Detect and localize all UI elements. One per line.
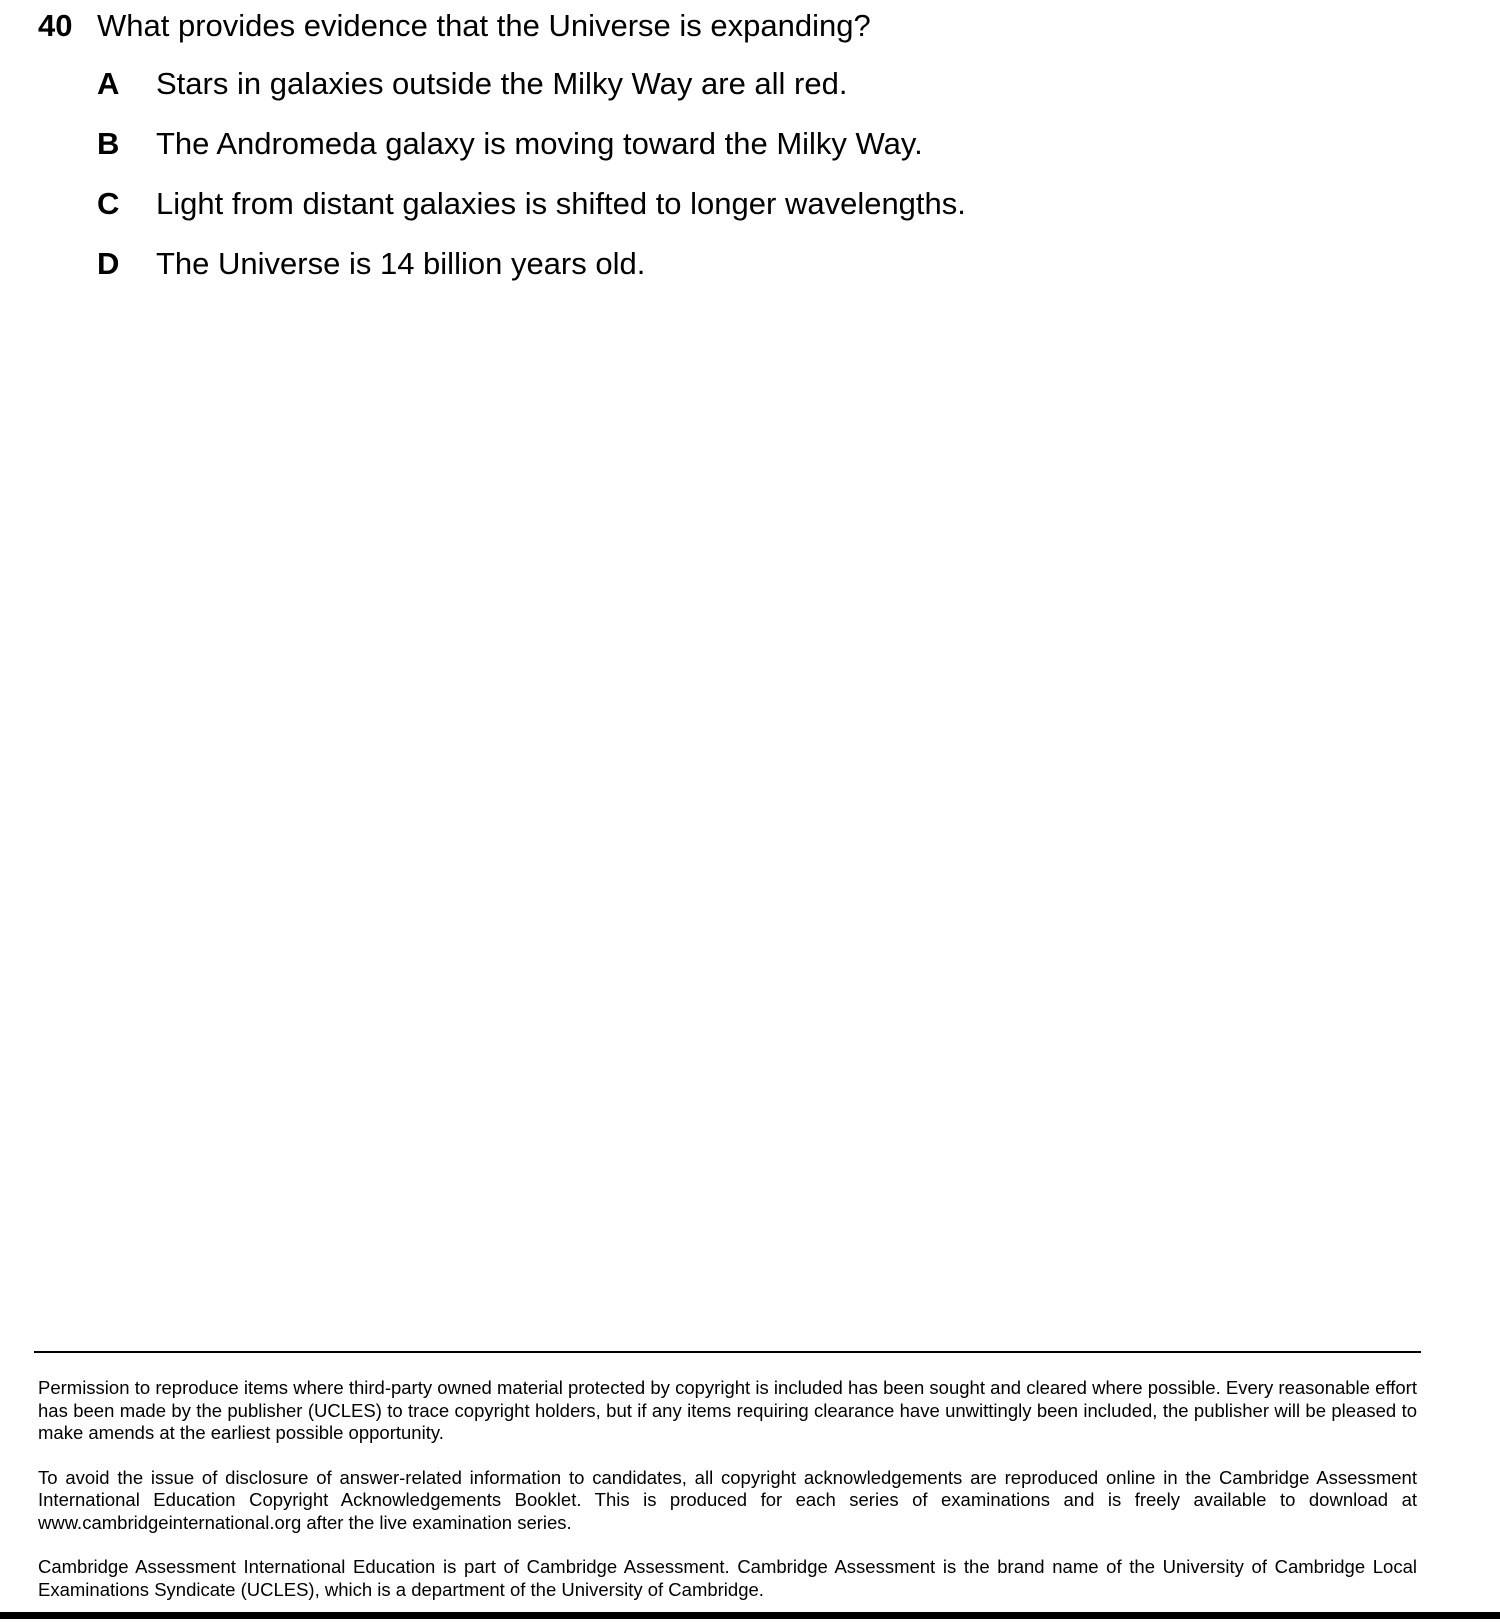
option-a[interactable] xyxy=(97,62,1438,122)
question-text: What provides evidence that the Universe is expanding? xyxy=(97,8,871,43)
question-block xyxy=(38,4,1438,302)
page-bottom-edge xyxy=(0,1612,1500,1619)
option-letter: A xyxy=(97,66,120,101)
option-text: Stars in galaxies outside the Milky Way are all red. xyxy=(156,66,848,101)
option-text: The Universe is 14 billion years old. xyxy=(156,246,646,281)
option-c[interactable] xyxy=(97,182,1438,242)
option-b[interactable] xyxy=(97,122,1438,182)
option-letter: C xyxy=(97,186,120,221)
option-text: The Andromeda galaxy is moving toward the Milky Way. xyxy=(156,126,923,161)
footer-permission-paragraph: Permission to reproduce items where third-party owned material protected by copyright is included has been sought and cleared where possible. Every reasonable effort has been made by the publisher (UCLES) to trace copyright holders, but if any items requiring clearance have unwittingly been included, the publisher will be pleased to make amends at the earliest possible opportunity. xyxy=(38,1377,1417,1443)
footer-ucles-paragraph: Cambridge Assessment International Education is part of Cambridge Assessment. Cambridge Assessment is the brand name of the University of Cambridge Local Examinations Syndicate (UCLES), which is a department of the University of Cambridge. xyxy=(38,1556,1417,1600)
question-number: 40 xyxy=(38,8,73,43)
footer-divider xyxy=(34,1351,1421,1353)
footer-acknowledgements-paragraph: To avoid the issue of disclosure of answer-related information to candidates, all copyright acknowledgements are reproduced online in the Cambridge Assessment International Education Copyright Acknowledgements Booklet. This is produced for each series of examinations and is freely available to download at www.cambridgeinternational.org after the live examination series. xyxy=(38,1466,1417,1533)
option-d[interactable] xyxy=(97,242,1438,302)
option-text: Light from distant galaxies is shifted to longer wavelengths. xyxy=(156,186,966,221)
copyright-footer xyxy=(38,1377,1417,1623)
option-letter: D xyxy=(97,246,120,281)
question-header xyxy=(38,4,1438,48)
option-letter: B xyxy=(97,126,120,161)
answer-options xyxy=(97,62,1438,302)
